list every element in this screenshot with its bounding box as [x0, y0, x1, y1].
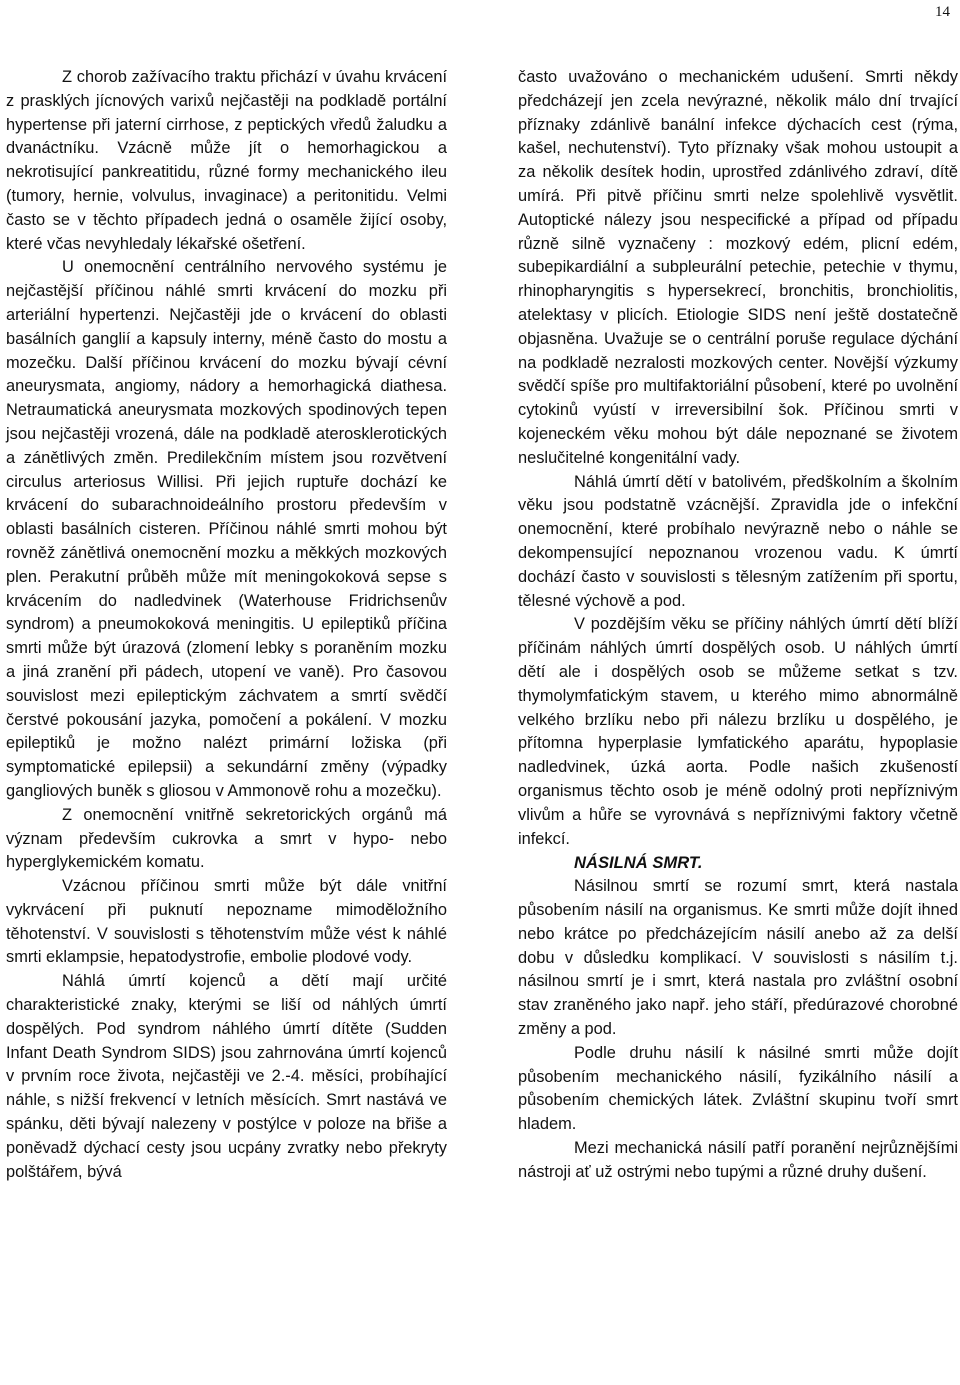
section-heading-violent-death: NÁSILNÁ SMRT.: [574, 853, 703, 873]
page-number: 14: [935, 4, 950, 20]
paragraph-sids-continued: často uvažováno o mechanickém udušení. Smrti někdy předcházejí jen zcela nevýrazné, několik málo dní trvající příznaky zdánlivě banální infekce dýchacích cest (rýma, kašel, nechutenství). Tyto příznaky však mohou ustoupit a za několik desítek hodin, uprostřed zdánlivého zdraví, dítě umírá. Při pitvě příčinu smrti nelze spolehlivě vysvětlit. Autoptické nálezy jsou nespecifické a případ od případu různě silně vyznačeny : mozkový edém, plicní edém, subepikardiální a subpleurální petechie, petechie v thymu, rhinopharyngitis s hypersekrecí, bronchitis, bronchiolitis, atelektasy v plicích. Etiologie SIDS není ještě dostatečně objasněna. Uvažuje se o centrální poruše regulace dýchání na podkladě nezralosti mozkových center. Novější výzkumy svědčí spíše pro multifaktoriální působení, které po uvolnění cytokinů vyústí v irreversibilní šok. Příčinou smrti v kojeneckém věku mohou být dále nepoznané se životem neslučitelné kongenitální vady.: [518, 68, 958, 467]
paragraph-thymolymphatic: V pozdějším věku se příčiny náhlých úmrtí dětí blíží příčinám náhlých úmrtí dospělých osob. U náhlých úmrtí dětí ale i dospělých osob se můžeme setkat s tzv. thymolymfatickým stavem, u kterého mimo abnormálně velkého brzlíku nebo při nálezu brzlíku u dospělého, je přítomna hyperplasie lymfatického aparátu, hypoplasie nadledvinek, úzká aorta. Podle našich zkušeností organismus těchto osob je méně odolný proti nepříznivým vlivům a hůře se vyrovnává s nepříznivými faktory včetně infekcí.: [518, 615, 958, 848]
paragraph-violent-death-definition: Násilnou smrtí se rozumí smrt, která nastala působením násilí na organismus. Ke smrti může dojít ihned nebo krátce po předcházejícím násilí anebo až za delší dobu v důsledku komplikací. V souvislosti s násilím t.j. násilnou smrtí je i smrt, která nastala pro zvláštní osobní stav zraněného jako např. jeho stáří, předúrazové chorobné změny a pod.: [518, 877, 958, 1039]
paragraph-sids-intro: Náhlá úmrtí kojenců a dětí mají určité charakteristické znaky, kterými se liší od náhlých úmrtí dospělých. Pod syndrom náhlého úmrtí dítěte (Sudden Infant Death Syndrom SIDS) jsou zahrnována úmrtí kojenců v prvním roce života, nejčastěji ve 2.-4. měsíci, probíhající náhle, s nižší frekvencí v letních měsících. Smrt nastává ve spánku, děti bývají nalezeny v postýlce v poloze na břiše a poněvadž dýchací cesty jsou ucpány zvratky nebo překryty polštářem, bývá: [6, 972, 447, 1181]
paragraph-violence-types: Podle druhu násilí k násilné smrti může dojít působením mechanického násilí, fyzikálního násilí a působením chemických látek. Zvláštní skupinu tvoří smrt hladem.: [518, 1043, 958, 1134]
paragraph-endocrine: Z onemocnění vnitřně sekretorických orgánů má význam především cukrovka a smrt v hypo- nebo hyperglykemickém komatu.: [6, 805, 447, 872]
right-column: [518, 66, 958, 1185]
paragraph-child-deaths: Náhlá úmrtí dětí v batolivém, předškolním a školním věku jsou podstatně vzácnější. Zpravidla jde o infekční onemocnění, které probíhalo nevýrazně nebo o náhle se dekompensující nepoznanou vrozenou vadu. K úmrtí dochází často v souvislosti s tělesným zatížením při sportu, tělesné výchově a pod.: [518, 472, 958, 610]
paragraph-mechanical-violence: Mezi mechanická násilí patří poranění nejrůznějšími nástroji ať už ostrými nebo tupými a různé druhy dušení.: [518, 1139, 958, 1181]
paragraph-cns-causes: U onemocnění centrálního nervového systému je nejčastější příčinou náhlé smrti krvácení do mozku při arteriální hypertenzi. Nejčastěji jde o krvácení do oblasti basálních ganglií a kapsuly interny, méně často do mostu a mozečku. Další příčinou krvácení do mozku bývají cévní aneurysmata, angiomy, nádory a hemorhagická diathesa. Netraumatická aneurysmata mozkových spodinových tepen jsou nejčastěji vrozená, dále na podkladě aterosklerotických a zánětlivých změn. Predilekčním místem jsou rozvětvení circulus arteriosus Willisi. Při jejich ruptuře dochází ke krvácení do subarachnoideálního prostoru především v oblasti basálních cisteren. Příčinou náhlé smrti mohou být rovněž zánětlivá onemocnění mozku a měkkých mozkových plen. Perakutní průběh může mít meningokoková sepse s krvácením do nadledvinek (Waterhouse Fridrichsenův syndrom) a pneumokoková meningitis. U epileptiků příčina smrti může být úrazová (zlomení lebky s poraněním mozku a jiná zranění při pádech, utopení ve vaně). Pro časovou souvislost mezi epileptickým záchvatem a smrtí svědčí čerstvé pokousání jazyka, pomočení a pokálení. V mozku epileptiků je možno nalézt primární ložiska (při symptomatické epilepsii) a sekundární změny (výpadky gangliových buněk s gliosou v Ammonově rohu a mozečku).: [6, 258, 447, 800]
paragraph-pregnancy: Vzácnou příčinou smrti může být dále vnitřní vykrvácení při puknutí nepozname mimoděložního těhotenství. V souvislosti s těhotenstvím může vést k náhlé smrti eklampsie, hepatodystrofie, embolie plodové vody.: [6, 877, 447, 967]
left-column: [6, 66, 447, 1184]
paragraph-digestive-bleeding: Z chorob zažívacího traktu přichází v úvahu krvácení z prasklých jícnových varixů nejčastěji na podkladě portální hypertense při jaterní cirrhose, z peptických vředů žaludku a dvanáctníku. Vzácně může jít o hemorhagickou a nekrotisující pankreatitidu, různé formy mechanického ileu (tumory, hernie, volvulus, invaginace) a peritonitidu. Velmi často se v těchto případech jedná o osaměle žijící osoby, které včas nevyhledaly lékařské ošetření.: [6, 68, 447, 253]
